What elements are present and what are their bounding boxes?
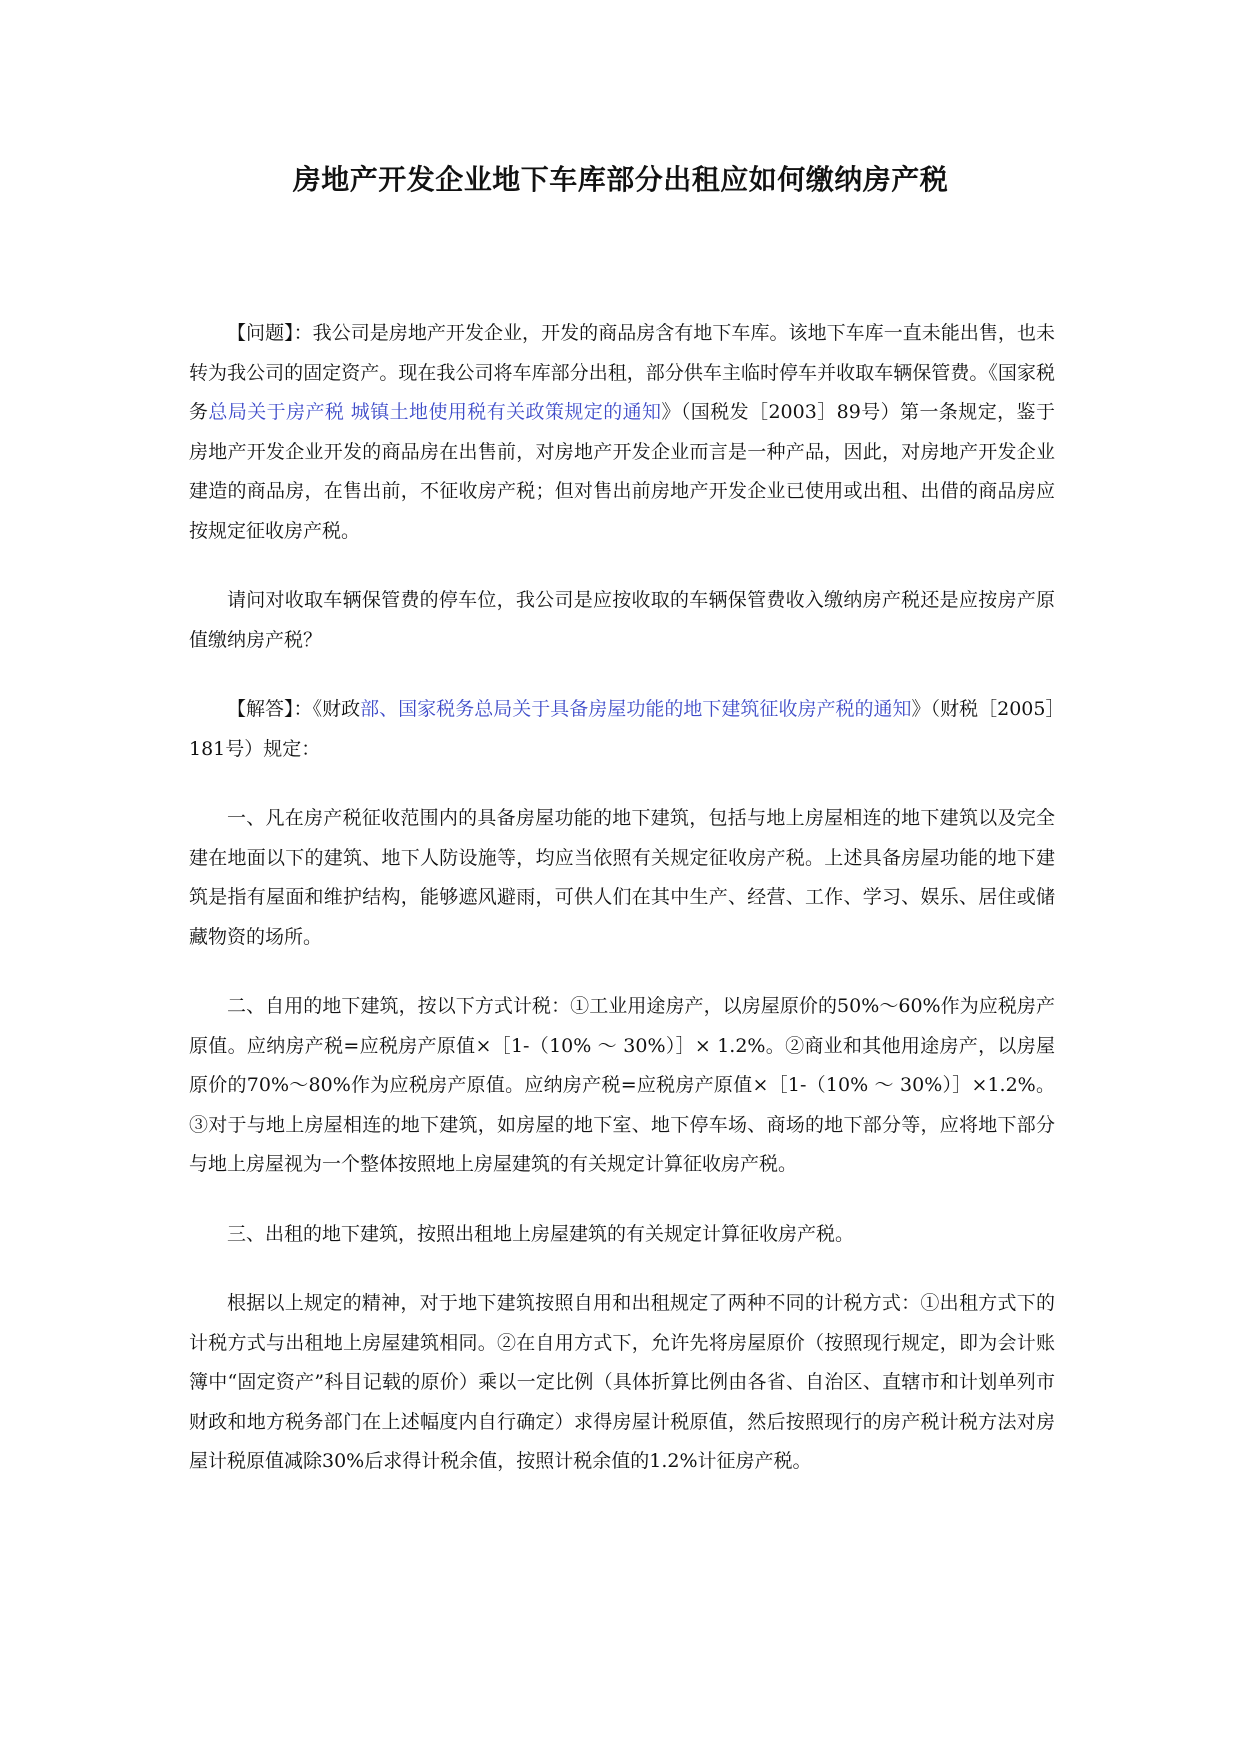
notice-link[interactable]: 总局关于房产税 城镇土地使用税有关政策规定的通知	[208, 401, 662, 423]
clause-two: 二、自用的地下建筑，按以下方式计税：①工业用途房产，以房屋原价的50%～60%作为应税房产原值。应纳房产税=应税房产原值×［1-（10% ～ 30%）］× 1.2%。②商业和其他用途房产，以房屋原价的70%～80%作为应税房产原值。应纳房产税=应税房产原值×［1-（10% ～ 30%）］×1.2%。③对于与地上房屋相连的地下建筑，如房屋的地下室、地下停车场、商场的地下部分等，应将地下部分与地上房屋视为一个整体按照地上房屋建筑的有关规定计算征收房产税。	[189, 995, 1055, 1175]
clause-one: 一、凡在房产税征收范围内的具备房屋功能的地下建筑，包括与地上房屋相连的地下建筑以及完全建在地面以下的建筑、地下人防设施等，均应当依照有关规定征收房产税。上述具备房屋功能的地下建筑是指有屋面和维护结构，能够遮风避雨，可供人们在其中生产、经营、工作、学习、娱乐、居住或储藏物资的场所。	[189, 807, 1055, 948]
question-lead: 【问题】：我公司是房地产开发企业，开发的商品房含有地下车库。该地下车库一直未能出售，也未转为我公司的固定资产。现在我公司将车库部分出租，部分供车主临时停车并收取车辆保管费。《国家税务	[189, 322, 1055, 423]
question-tail: 》（国税发［2003］89号）第一条规定，鉴于房地产开发企业开发的商品房在出售前，对房地产开发企业而言是一种产品，因此，对房地产开发企业建造的商品房，在售出前，不征收房产税；但对售出前房地产开发企业已使用或出租、出借的商品房应按规定征收房产税。	[189, 401, 1055, 542]
answer-lead: 【解答】：《财政	[227, 698, 361, 720]
answer-notice-link[interactable]: 部、国家税务总局关于具备房屋功能的地下建筑征收房产税的通知	[360, 698, 912, 720]
answer-paragraph	[189, 690, 1055, 769]
clause-three: 三、出租的地下建筑，按照出租地上房屋建筑的有关规定计算征收房产税。	[227, 1222, 855, 1245]
question-follow-up: 请问对收取车辆保管费的停车位，我公司是应按收取的车辆保管费收入缴纳房产税还是应按房产原值缴纳房产税？	[189, 589, 1055, 651]
question-paragraph	[189, 314, 1055, 551]
document-body	[189, 314, 1055, 1512]
document-title: 房地产开发企业地下车库部分出租应如何缴纳房产税	[292, 163, 949, 196]
answer-tail: 》（财税［2005］181号）规定：	[189, 698, 1055, 760]
conclusion-paragraph: 根据以上规定的精神，对于地下建筑按照自用和出租规定了两种不同的计税方式：①出租方式下的计税方式与出租地上房屋建筑相同。②在自用方式下，允许先将房屋原价（按照现行规定，即为会计账簿中“固定资产”科目记载的原价）乘以一定比例（具体折算比例由各省、自治区、直辖市和计划单列市财政和地方税务部门在上述幅度内自行确定）求得房屋计税原值，然后按照现行的房产税计税方法对房屋计税原值减除30%后求得计税余值，按照计税余值的1.2%计征房产税。	[189, 1292, 1055, 1472]
